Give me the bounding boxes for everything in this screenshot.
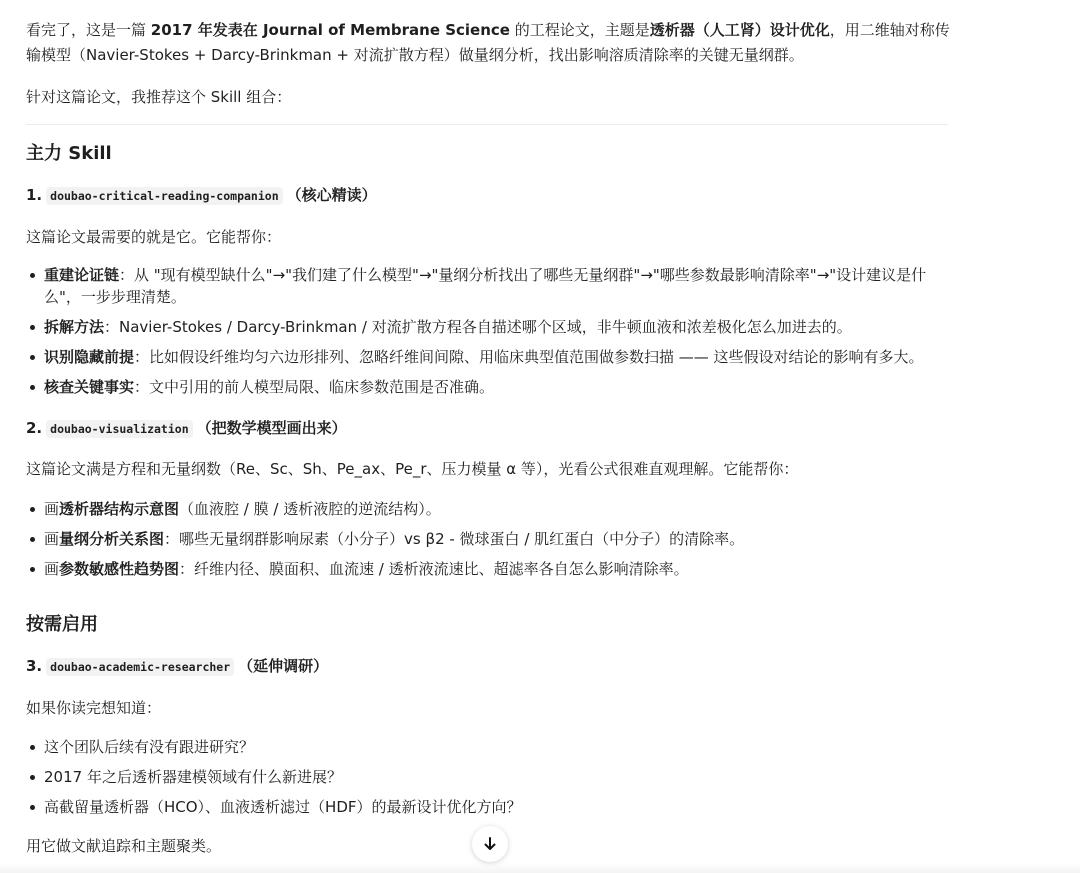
divider <box>26 124 948 125</box>
intro-text: 看完了，这是一篇 <box>26 21 151 39</box>
skill-3-footer: 用它做文献追踪和主题聚类。 <box>26 837 222 855</box>
list-item-text: ：哪些无量纲群影响尿素（小分子）vs β2 - 微球蛋白 / 肌红蛋白（中分子）的清除率。 <box>164 530 745 548</box>
list-item-bold: 核查关键事实 <box>44 378 135 396</box>
list-item <box>26 316 946 338</box>
skill-3-desc: 如果你读完想知道： <box>26 699 162 717</box>
list-item-text: ：Navier-Stokes / Darcy-Brinkman / 对流扩散方程各自描述哪个区域，非牛顿血液和浓差极化怎么加进去的。 <box>104 318 852 336</box>
skill-1-heading <box>26 183 377 208</box>
recommend-text: 针对这篇论文，我推荐这个 Skill 组合： <box>26 88 292 106</box>
list-item <box>26 346 946 368</box>
section-main-title: 主力 Skill <box>26 143 112 164</box>
list-item <box>26 528 946 550</box>
list-item: 2017 年之后透析器建模领域有什么新进展？ <box>26 766 946 788</box>
intro-paragraph <box>26 18 956 68</box>
skill-3-code: doubao-academic-researcher <box>46 658 234 676</box>
intro-bold-topic: 透析器（人工肾）设计优化 <box>649 21 830 39</box>
skill-number: 1. <box>26 186 43 204</box>
list-item-bold: 量纲分析关系图 <box>59 530 165 548</box>
intro-bold-journal: 2017 年发表在 Journal of Membrane Science <box>150 21 510 39</box>
list-item-bold: 拆解方法 <box>44 318 105 336</box>
list-item-bold: 识别隐藏前提 <box>44 348 135 366</box>
list-item <box>26 498 946 520</box>
list-item-text: ：文中引用的前人模型局限、临床参数范围是否准确。 <box>134 378 495 396</box>
arrow-down-icon <box>482 836 498 852</box>
skill-1-desc: 这篇论文最需要的就是它。它能帮你： <box>26 228 282 246</box>
intro-text: 的工程论文，主题是 <box>509 21 650 39</box>
skill-2-code: doubao-visualization <box>46 420 192 438</box>
list-item <box>26 376 946 398</box>
section-optional-title: 按需启用 <box>26 614 98 635</box>
list-item-text: （血液腔 / 膜 / 透析液腔的逆流结构）。 <box>179 500 441 518</box>
skill-2-heading <box>26 416 347 441</box>
list-item <box>26 264 946 308</box>
list-item-text: ：比如假设纤维均匀六边形排列、忽略纤维间间隙、用临床典型值范围做参数扫描 —— 这些假设对结论的影响有多大。 <box>134 348 924 366</box>
list-item-bold: 透析器结构示意图 <box>59 500 180 518</box>
skill-2-list <box>26 498 946 588</box>
list-item-bold: 参数敏感性趋势图 <box>59 560 180 578</box>
skill-1-tag: （核心精读） <box>286 186 377 204</box>
list-item <box>26 558 946 580</box>
list-item-prefix: 画 <box>44 560 60 578</box>
skill-1-code: doubao-critical-reading-companion <box>46 187 282 205</box>
list-item: 高截留量透析器（HCO）、血液透析滤过（HDF）的最新设计优化方向？ <box>26 796 946 818</box>
skill-3-heading <box>26 654 328 679</box>
skill-1-list <box>26 264 946 406</box>
skill-2-tag: （把数学模型画出来） <box>196 419 347 437</box>
skill-number: 2. <box>26 419 43 437</box>
list-item-prefix: 画 <box>44 530 60 548</box>
skill-number: 3. <box>26 657 43 675</box>
list-item-bold: 重建论证链 <box>44 266 120 284</box>
skill-3-list <box>26 736 946 826</box>
bottom-fade <box>0 863 1080 873</box>
list-item: 这个团队后续有没有跟进研究？ <box>26 736 946 758</box>
list-item-text: ：从 "现有模型缺什么"→"我们建了什么模型"→"量纲分析找出了哪些无量纲群"→"哪些参数最影响清除率"→"设计建议是什么"，一步步理清楚。 <box>44 266 927 306</box>
list-item-text: ：纤维内径、膜面积、血流速 / 透析液流速比、超滤率各自怎么影响清除率。 <box>179 560 689 578</box>
intro-text: ，用二维轴对称传输模型（Navier-Stokes + Darcy-Brinkman + 对流扩散方程）做量纲分析，找出影响溶质清除率的关键无量纲群。 <box>26 21 950 64</box>
list-item-prefix: 画 <box>44 500 60 518</box>
scroll-to-bottom-button[interactable] <box>472 826 508 862</box>
skill-2-desc: 这篇论文满是方程和无量纲数（Re、Sc、Sh、Pe_ax、Pe_r、压力模量 α 等），光看公式很难直观理解。它能帮你： <box>26 460 799 478</box>
skill-3-tag: （延伸调研） <box>238 657 329 675</box>
